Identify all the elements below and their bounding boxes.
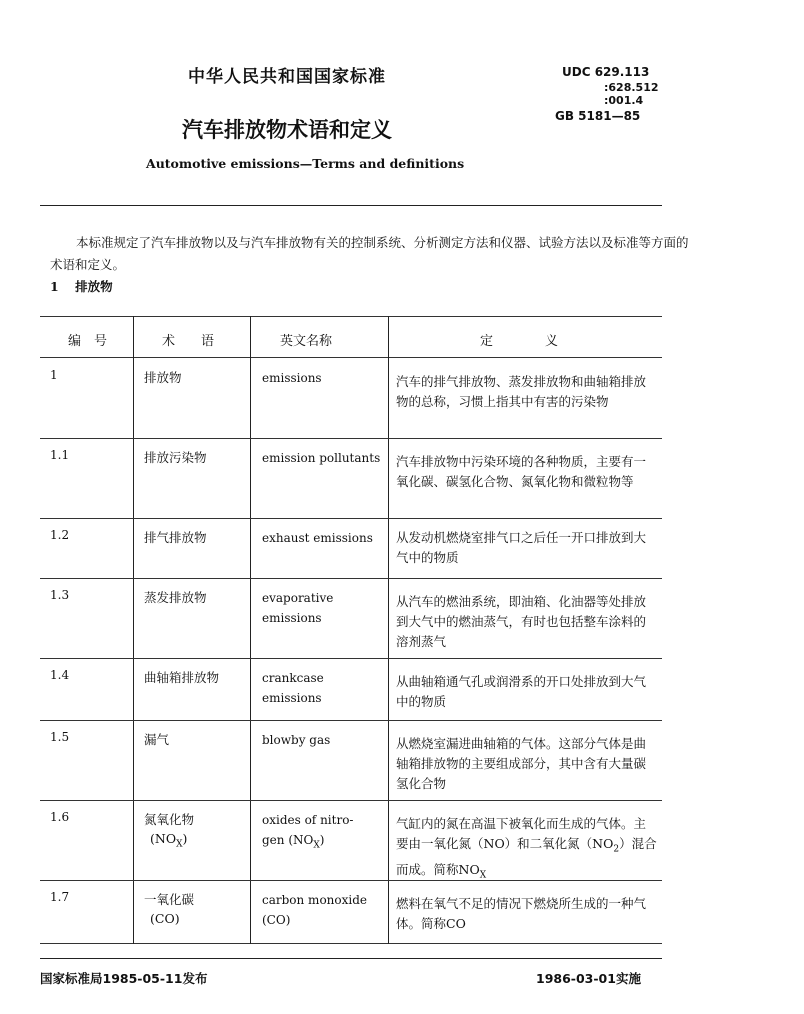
row-definition: 从汽车的燃油系统，即油箱、化油器等处排放到大气中的燃油蒸气，有时也包括整车涂料的溶剂蒸气: [396, 594, 647, 649]
row-english: carbon monoxide (CO): [262, 893, 368, 927]
row-number: 1: [50, 368, 58, 382]
header-number: 编 号: [68, 334, 108, 349]
release-info: 国家标准局1985-05-11发布: [40, 971, 208, 986]
row-english: evaporative emissions: [262, 591, 334, 625]
row-term: 氮氧化物: [144, 812, 195, 827]
row-number: 1.7: [50, 890, 70, 904]
row-number: 1.4: [50, 668, 70, 682]
col-divider: [388, 316, 389, 944]
effective-date: 1986-03-01实施: [536, 971, 641, 986]
row-term: 曲轴箱排放物: [144, 670, 220, 685]
row-english: exhaust emissions: [262, 531, 373, 545]
row-term: 排气排放物: [144, 530, 207, 545]
row-english: crankcase emissions: [262, 671, 324, 705]
row-number: 1.6: [50, 810, 70, 824]
row-divider: [40, 578, 662, 579]
row-definition: 气缸内的氮在高温下被氧化而生成的气体。主要由一氧化氮（NO）和二氧化氮$(NO_2)$混合而成。简称$NO_X$: [396, 816, 657, 880]
row-term: 漏气: [144, 732, 170, 747]
row-definition: 从发动机燃烧室排气口之后任一开口排放到大气中的物质: [396, 530, 647, 565]
row-number: 1.1: [50, 448, 70, 462]
row-term-formula: (CO): [150, 911, 180, 926]
document-title: 汽车排放物术语和定义: [182, 118, 392, 142]
row-english: blowby gas: [262, 733, 331, 747]
issuing-authority: 中华人民共和国国家标准: [188, 67, 386, 87]
header-definition: 定 义: [480, 334, 559, 349]
row-divider: [40, 518, 662, 519]
col-divider: [250, 316, 251, 944]
row-definition: 燃料在氧气不足的情况下燃烧所生成的一种气体。简称CO: [396, 896, 647, 931]
row-term: 一氧化碳: [144, 892, 195, 907]
row-number: 1.3: [50, 588, 70, 602]
row-divider: [40, 438, 662, 439]
row-term-formula: $(NO_X)$: [150, 831, 188, 850]
terms-table: [40, 316, 662, 944]
row-term: 排放物: [144, 370, 182, 385]
row-term-cell: [144, 810, 194, 855]
row-term: 蒸发排放物: [144, 590, 207, 605]
row-divider: [40, 800, 662, 801]
intro-paragraph: 本标准规定了汽车排放物以及与汽车排放物有关的控制系统、分析测定方法和仪器、试验方法以及标准等方面的术语和定义。: [50, 235, 689, 272]
udc-code-line2: :628.512: [604, 81, 659, 94]
section-title: 排放物: [75, 279, 113, 294]
header-divider: [40, 205, 662, 206]
row-definition: 汽车的排气排放物、蒸发排放物和曲轴箱排放物的总称，习惯上指其中有害的污染物: [396, 374, 647, 409]
row-term: 排放污染物: [144, 450, 207, 465]
row-definition: 汽车排放物中污染环境的各种物质，主要有一氧化碳、碳氢化合物、氮氧化物和微粒物等: [396, 454, 647, 489]
row-divider: [40, 658, 662, 659]
col-divider: [133, 316, 134, 944]
row-number: 1.2: [50, 528, 70, 542]
row-english: emissions: [262, 371, 322, 385]
row-english: emission pollutants: [262, 451, 381, 465]
row-number: 1.5: [50, 730, 70, 744]
header-term: 术 语: [162, 334, 215, 349]
section-number: 1: [50, 279, 59, 294]
udc-code: UDC 629.113: [562, 65, 650, 79]
document-title-english: Automotive emissions—Terms and definitions: [146, 156, 465, 171]
gb-standard-number: GB 5181—85: [555, 109, 641, 123]
header-english-name: 英文名称: [280, 334, 333, 349]
section-heading: [50, 277, 113, 295]
row-divider: [40, 720, 662, 721]
footer-divider: [40, 958, 662, 959]
udc-code-line3: :001.4: [604, 94, 644, 107]
row-definition: 从曲轴箱通气孔或润滑系的开口处排放到大气中的物质: [396, 674, 647, 709]
row-definition: 从燃烧室漏进曲轴箱的气体。这部分气体是曲轴箱排放物的主要组成部分，其中含有大量碳氢化合物: [396, 736, 647, 791]
row-english: oxides of nitro- gen $(NO_X)$: [262, 813, 354, 851]
row-divider: [40, 880, 662, 881]
row-term-cell: [144, 890, 194, 928]
